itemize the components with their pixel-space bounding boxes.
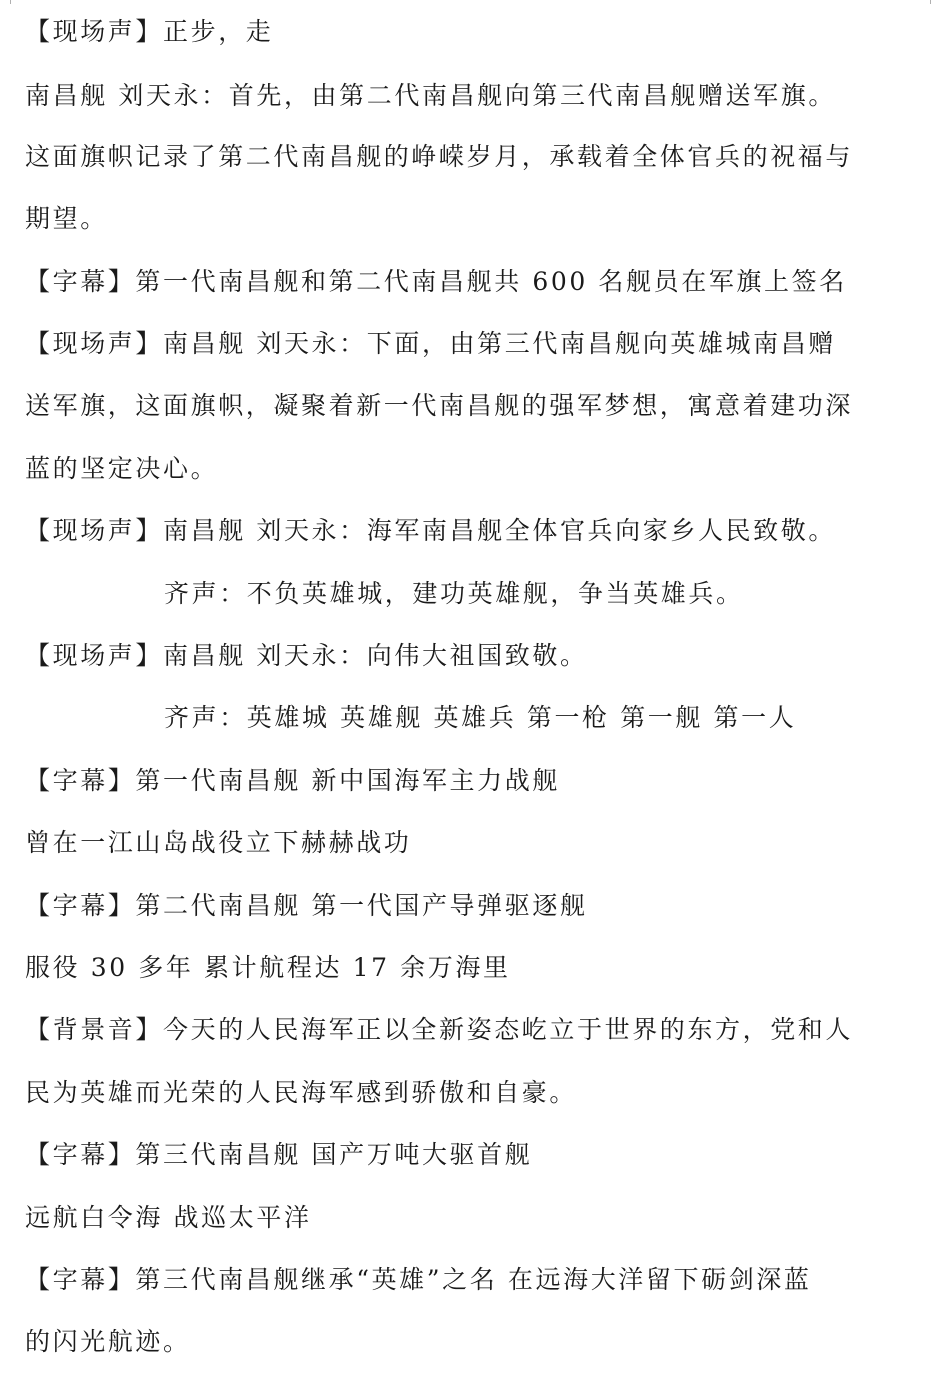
text-line: 【现场声】南昌舰 刘天永：向伟大祖国致敬。 bbox=[25, 641, 588, 670]
text-line: 民为英雄而光荣的人民海军感到骄傲和自豪。 bbox=[25, 1078, 578, 1107]
text-line: 【字幕】第一代南昌舰 新中国海军主力战舰 bbox=[25, 766, 560, 795]
text-line: 曾在一江山岛战役立下赫赫战功 bbox=[25, 828, 412, 857]
crop-mark-left bbox=[10, 0, 11, 4]
text-line: 【字幕】第三代南昌舰继承“英雄”之名 在远海大洋留下砺剑深蓝 bbox=[25, 1265, 812, 1294]
text-line: 【背景音】今天的人民海军正以全新姿态屹立于世界的东方，党和人 bbox=[25, 1015, 854, 1044]
text-line: 这面旗帜记录了第二代南昌舰的峥嵘岁月，承载着全体官兵的祝福与 bbox=[25, 142, 854, 171]
text-line: 远航白令海 战巡太平洋 bbox=[25, 1203, 312, 1232]
text-line-indented: 齐声：英雄城 英雄舰 英雄兵 第一枪 第一舰 第一人 bbox=[164, 703, 797, 732]
text-line: 服役 30 多年 累计航程达 17 余万海里 bbox=[25, 953, 511, 982]
text-line: 【字幕】第一代南昌舰和第二代南昌舰共 600 名舰员在军旗上签名 bbox=[25, 267, 847, 296]
text-line: 【字幕】第二代南昌舰 第一代国产导弹驱逐舰 bbox=[25, 891, 588, 920]
text-line: 【现场声】南昌舰 刘天永：下面，由第三代南昌舰向英雄城南昌赠 bbox=[25, 329, 836, 358]
text-line: 蓝的坚定决心。 bbox=[25, 454, 219, 483]
text-line: 【现场声】南昌舰 刘天永：海军南昌舰全体官兵向家乡人民致敬。 bbox=[25, 516, 836, 545]
crop-mark-right bbox=[930, 0, 931, 4]
text-line: 的闪光航迹。 bbox=[25, 1327, 191, 1356]
text-line: 送军旗，这面旗帜，凝聚着新一代南昌舰的强军梦想，寓意着建功深 bbox=[25, 391, 854, 420]
text-line: 期望。 bbox=[25, 204, 108, 233]
text-line: 南昌舰 刘天永：首先，由第二代南昌舰向第三代南昌舰赠送军旗。 bbox=[25, 81, 836, 110]
text-line-indented: 齐声：不负英雄城，建功英雄舰，争当英雄兵。 bbox=[164, 579, 744, 608]
text-line: 【字幕】第三代南昌舰 国产万吨大驱首舰 bbox=[25, 1140, 533, 1169]
text-line: 【现场声】正步，走 bbox=[25, 17, 274, 46]
